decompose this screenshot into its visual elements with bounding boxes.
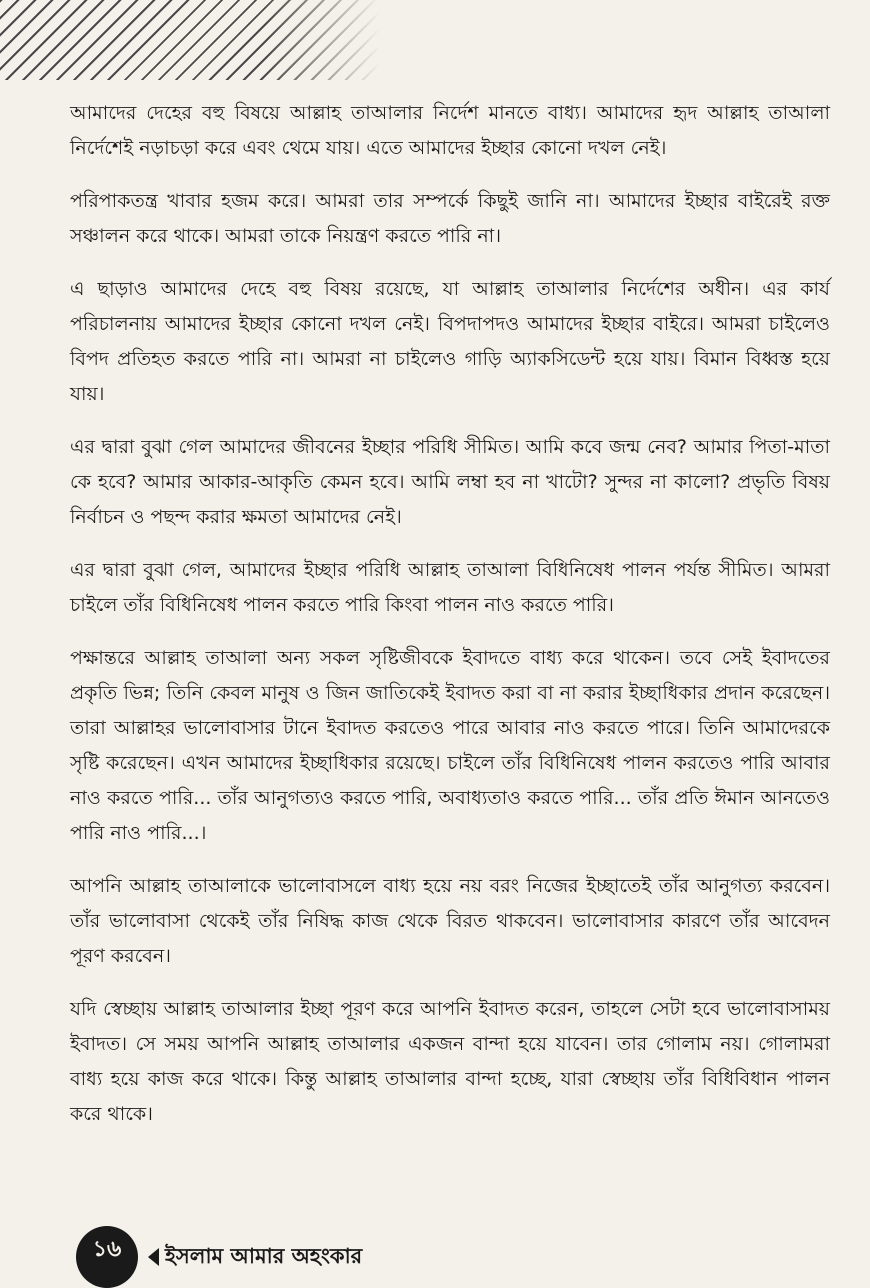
left-triangle-icon <box>148 1248 159 1266</box>
paragraph-4: এর দ্বারা বুঝা গেল আমাদের জীবনের ইচ্ছার পরিধি সীমিত। আমি কবে জন্ম নেব? আমার পিতা-মাতা কে হবে? আমার আকার-আকৃতি কেমন হবে। আমি লম্বা হব না খাটো? সুন্দর না কালো? প্রভৃতি বিষয় নির্বাচন ও পছন্দ করার ক্ষমতা আমাদের নেই। <box>70 436 830 528</box>
paragraph-5: এর দ্বারা বুঝা গেল, আমাদের ইচ্ছার পরিধি আল্লাহ তাআলা বিধিনিষেধ পালন পর্যন্ত সীমিত। আমরা চাইলে তাঁর বিধিনিষেধ পালন করতে পারি কিংবা পালন নাও করতে পারি। <box>70 559 830 616</box>
page-number-badge <box>76 1226 138 1288</box>
paragraph-7: আপনি আল্লাহ তাআলাকে ভালোবাসলে বাধ্য হয়ে নয় বরং নিজের ইচ্ছাতেই তাঁর আনুগত্য করবেন। তাঁর ভালোবাসা থেকেই তাঁর নিষিদ্ধ কাজ থেকে বিরত থাকবেন। ভালোবাসার কারণে তাঁর আবেদন পূরণ করবেন। <box>70 875 830 967</box>
book-title: ইসলাম আমার অহংকার <box>165 1243 363 1268</box>
page-number: ১৬ <box>92 1237 122 1262</box>
page-body <box>70 96 830 1150</box>
paragraph-2: পরিপাকতন্ত্র খাবার হজম করে। আমরা তার সম্পর্কে কিছুই জানি না। আমাদের ইচ্ছার বাইরেই রক্ত সঞ্চালন করে থাকে। আমরা তাকে নিয়ন্ত্রণ করতে পারি না। <box>70 190 830 247</box>
paragraph-3: এ ছাড়াও আমাদের দেহে বহু বিষয় রয়েছে, যা আল্লাহ তাআলার নির্দেশের অধীন। এর কার্য পরিচালনায় আমাদের ইচ্ছার কোনো দখল নেই। বিপদাপদও আমাদের ইচ্ছার বাইরে। আমরা চাইলেও বিপদ প্রতিহত করতে পারি না। আমরা না চাইলেও গাড়ি অ্যাকসিডেন্ট হয়ে যায়। বিমান বিধ্বস্ত হয়ে যায়। <box>70 278 830 405</box>
corner-hatch-decoration <box>0 0 380 80</box>
page-footer <box>76 1237 362 1277</box>
paragraph-8: যদি স্বেচ্ছায় আল্লাহ তাআলার ইচ্ছা পূরণ করে আপনি ইবাদত করেন, তাহলে সেটা হবে ভালোবাসাময় ইবাদত। সে সময় আপনি আল্লাহ তাআলার একজন বান্দা হয়ে যাবেন। তার গোলাম নয়। গোলামরা বাধ্য হয়ে কাজ করে থাকে। কিন্তু আল্লাহ তাআলার বান্দা হচ্ছে, যারা স্বেচ্ছায় তাঁর বিধিবিধান পালন করে থাকে। <box>70 998 830 1125</box>
paragraph-1: আমাদের দেহের বহু বিষয়ে আল্লাহ তাআলার নির্দেশ মানতে বাধ্য। আমাদের হৃদ আল্লাহ তাআলা নির্দেশেই নড়াচড়া করে এবং থেমে যায়। এতে আমাদের ইচ্ছার কোনো দখল নেই। <box>70 102 830 159</box>
paragraph-6: পক্ষান্তরে আল্লাহ তাআলা অন্য সকল সৃষ্টিজীবকে ইবাদতে বাধ্য করে থাকেন। তবে সেই ইবাদতের প্রকৃতি ভিন্ন; তিনি কেবল মানুষ ও জিন জাতিকেই ইবাদত করা বা না করার ইচ্ছাধিকার প্রদান করেছেন। তারা আল্লাহর ভালোবাসার টানে ইবাদত করতেও পারে আবার নাও করতে পারে। তিনি আমাদেরকে সৃষ্টি করেছেন। এখন আমাদের ইচ্ছাধিকার রয়েছে। চাইলে তাঁর বিধিনিষেধ পালন করতেও পারি আবার নাও করতে পারি... তাঁর আনুগত্যও করতে পারি, অবাধ্যতাও করতে পারি... তাঁর প্রতি ঈমান আনতেও পারি নাও পারি...। <box>70 647 830 844</box>
